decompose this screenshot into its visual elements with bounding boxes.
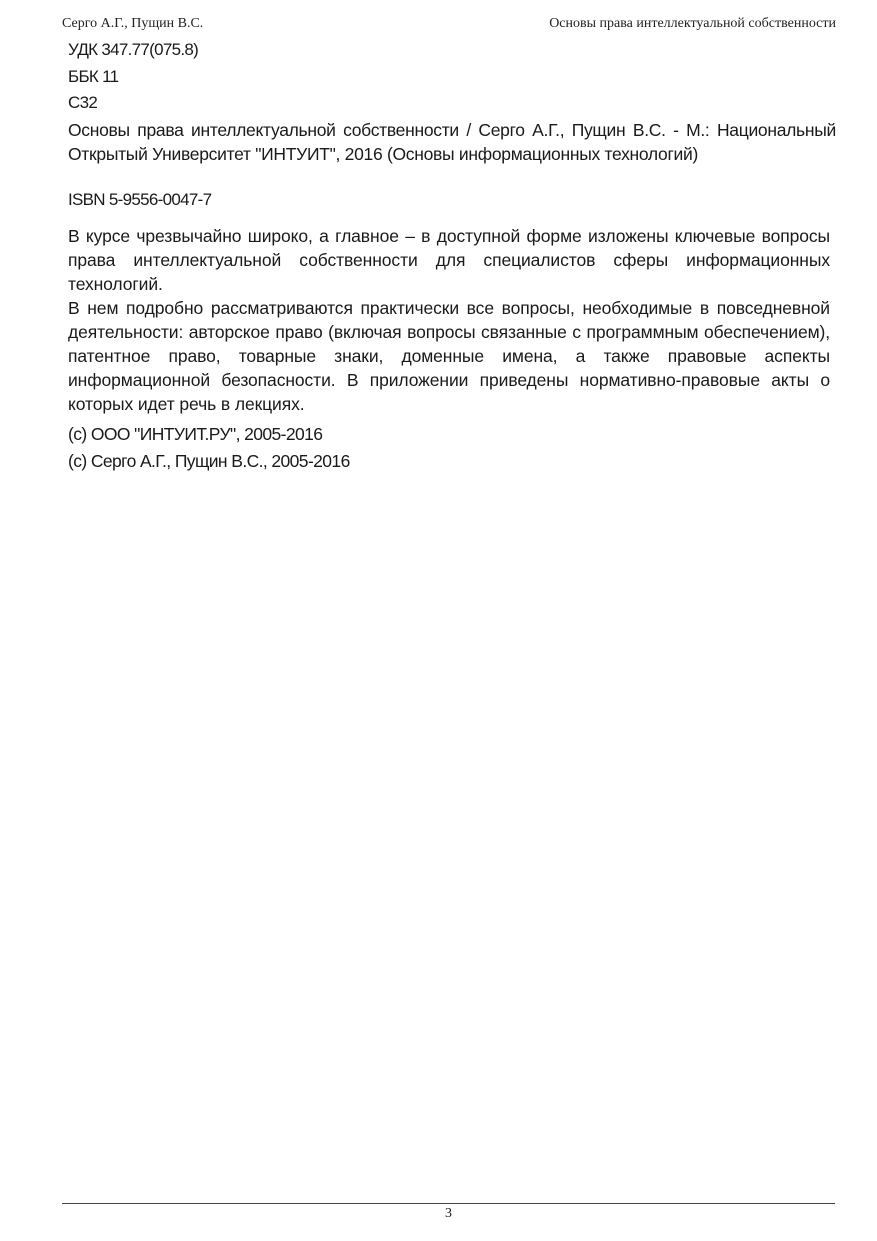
annotation-paragraph-2: В нем подробно рассматриваются практически все вопросы, необходимые в повседневной деятельности: авторское право (включая вопросы связанные с программным обеспечением), патентное право, товарные знаки, доменные имена, а также правовые аспекты информационной безопасности. В приложении приведены нормативно-правовые акты о которых идет речь в лекциях. [68,298,830,414]
header-title: Основы права интеллектуальной собственности [549,16,836,31]
author-mark: С32 [68,93,98,112]
page-number: 3 [445,1206,452,1221]
isbn: ISBN 5-9556-0047-7 [68,190,212,209]
running-header [62,16,836,36]
footer-divider [62,1203,835,1204]
citation: Основы права интеллектуальной собственности / Серго А.Г., Пущин В.С. - М.: Национальный Открытый Университет "ИНТУИТ", 2016 (Основы информационных технологий) [68,120,836,164]
annotation-paragraph-1: В курсе чрезвычайно широко, а главное – в доступной форме изложены ключевые вопросы права интеллектуальной собственности для специалистов сферы информационных технологий. [68,226,830,294]
header-authors: Серго А.Г., Пущин В.С. [62,16,204,31]
copyright-publisher: (c) ООО "ИНТУИТ.РУ", 2005-2016 [68,424,323,444]
bbk-code: ББК 11 [68,67,119,86]
udk-code: УДК 347.77(075.8) [68,40,199,59]
copyright-authors: (c) Серго А.Г., Пущин В.С., 2005-2016 [68,451,350,471]
